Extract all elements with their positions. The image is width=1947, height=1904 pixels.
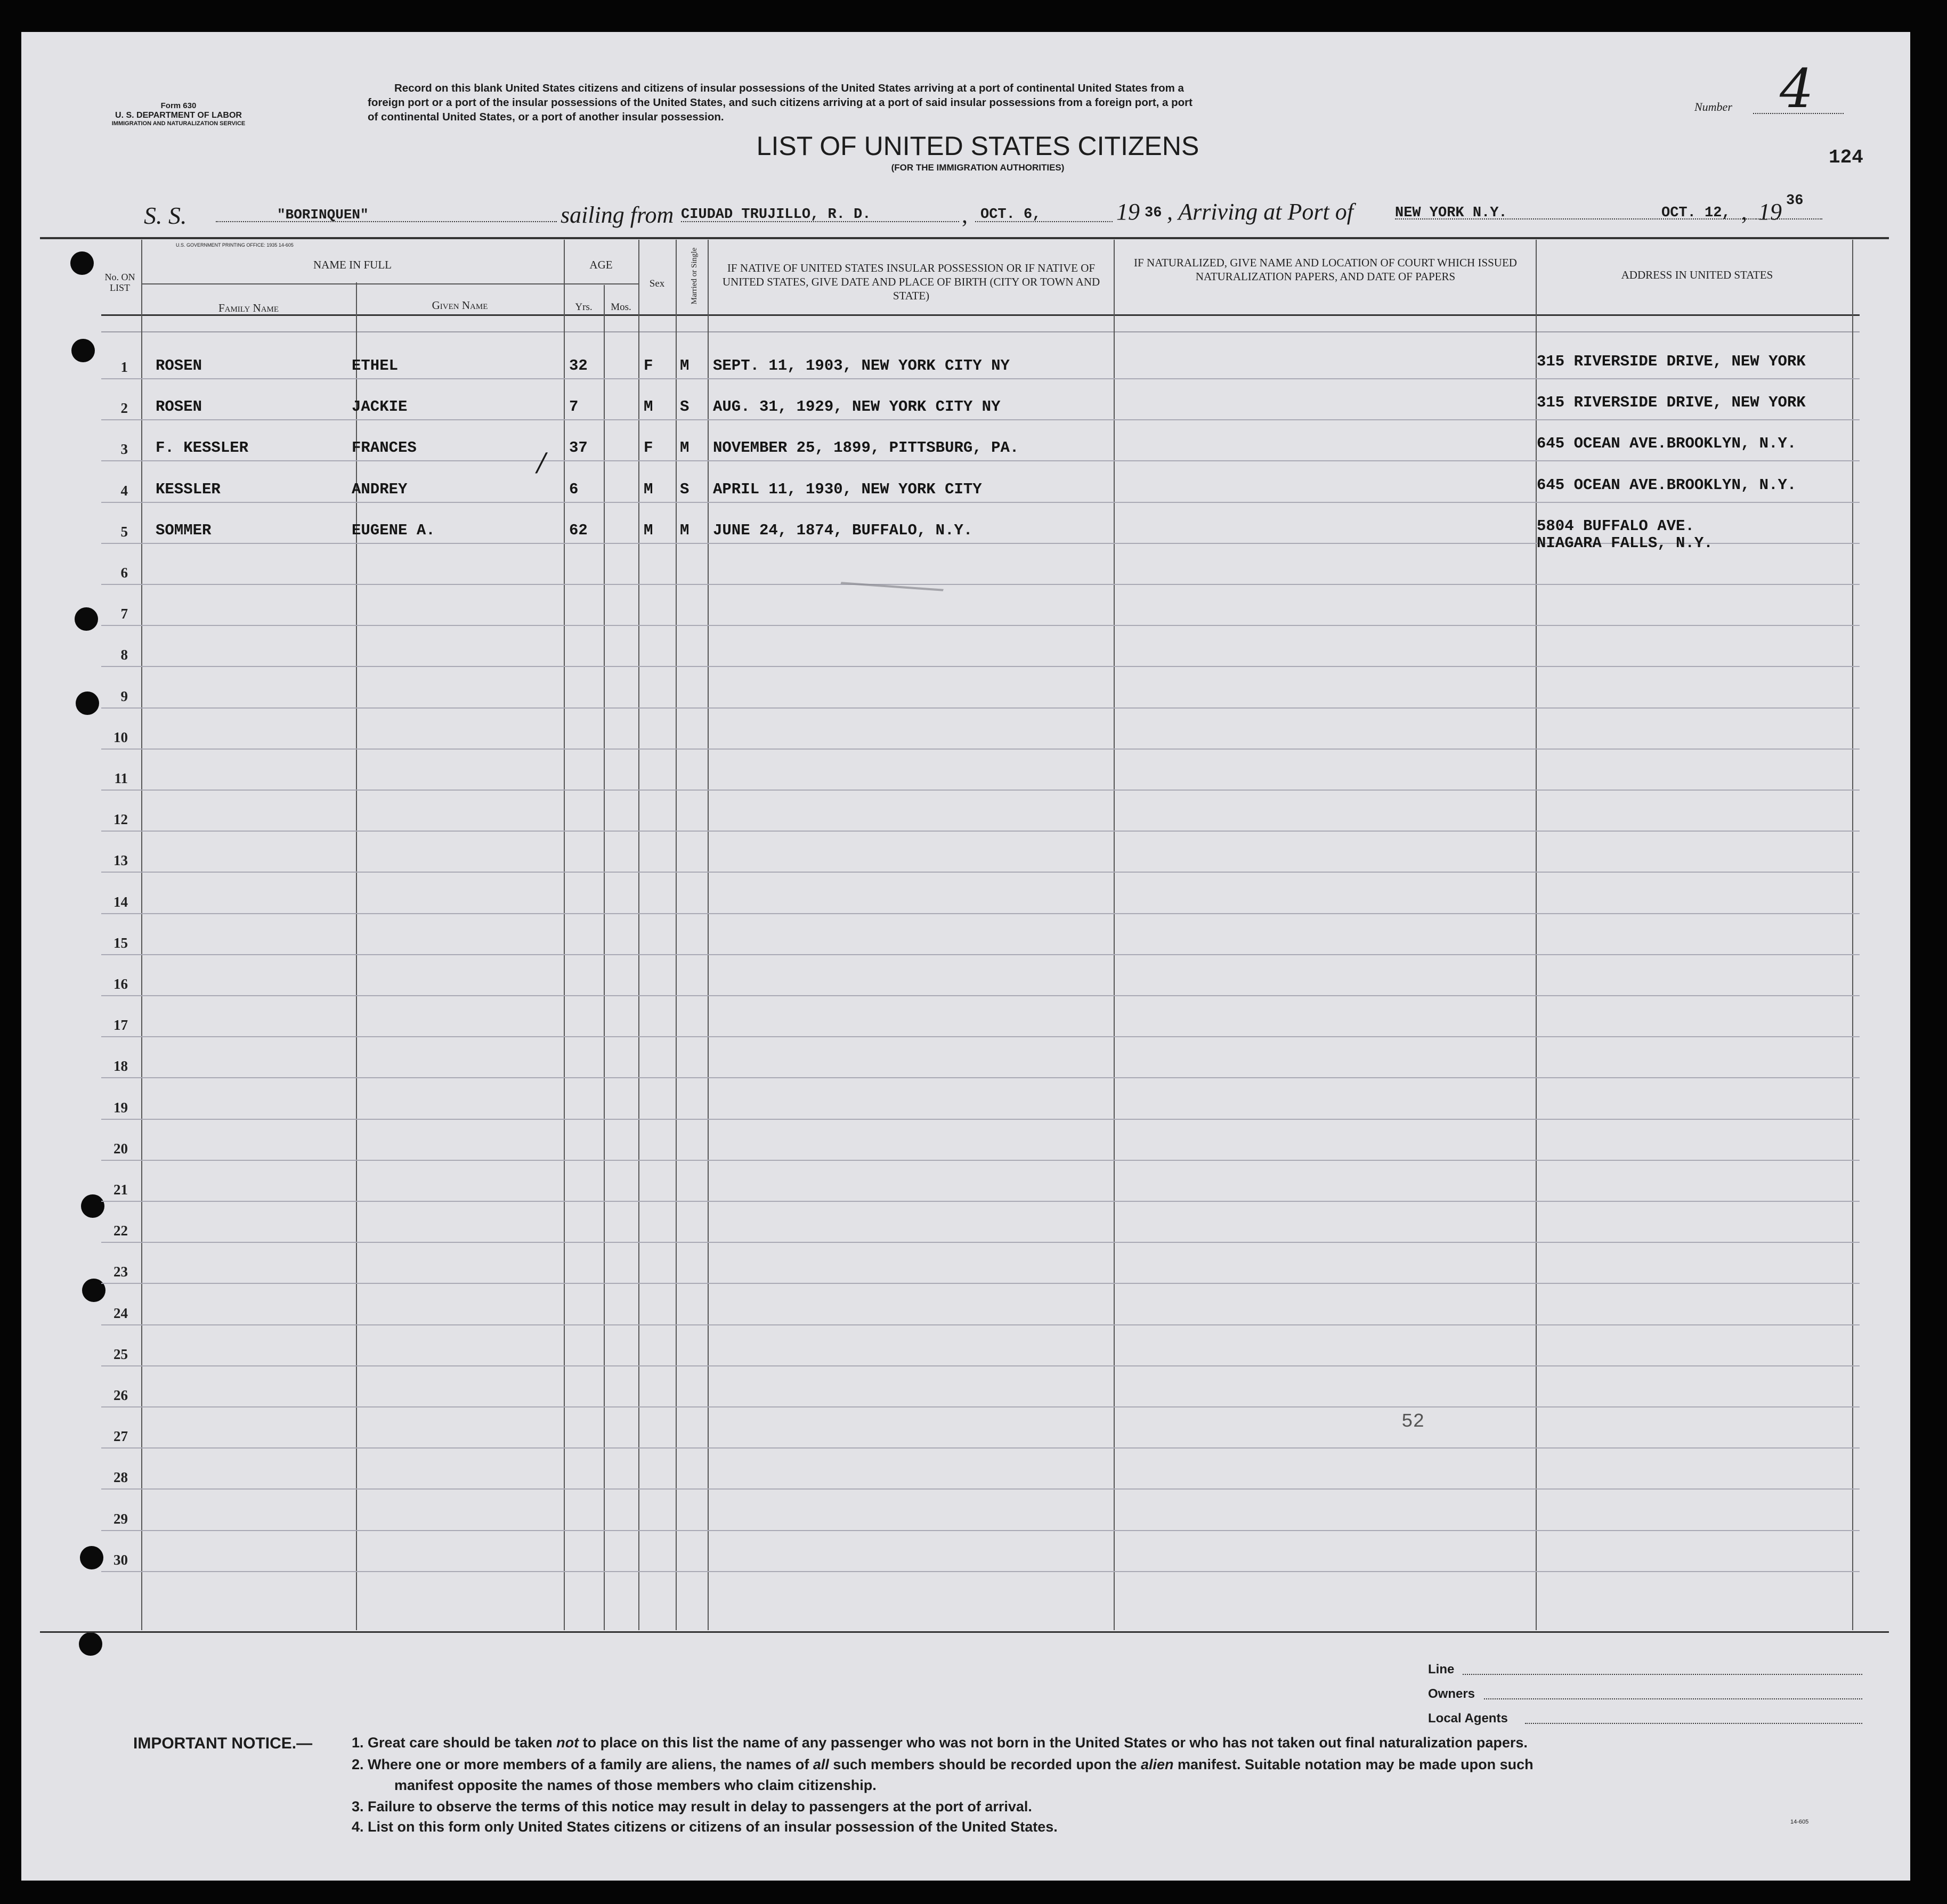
col-line — [564, 240, 565, 1630]
row-number: 9 — [120, 688, 128, 704]
given-name-cell: EUGENE A. — [352, 521, 435, 539]
row-rule — [101, 460, 1860, 461]
arriving-label: , Arriving at Port of — [1167, 199, 1353, 225]
row-rule — [101, 913, 1860, 914]
row-number: 27 — [113, 1428, 128, 1445]
row-number: 17 — [113, 1017, 128, 1034]
notice-num: 1. — [352, 1735, 364, 1751]
age-header-rule — [564, 283, 638, 284]
page-number: 124 — [1829, 147, 1863, 168]
row-number: 12 — [113, 811, 128, 828]
row-number: 19 — [113, 1099, 128, 1116]
header-bottom-border — [101, 314, 1860, 316]
col-line — [604, 285, 605, 1630]
number-value: 4 — [1780, 58, 1814, 120]
sailing-date-underline — [975, 221, 1113, 222]
notice-item-2 — [352, 1756, 1534, 1773]
birth-cell: JUNE 24, 1874, BUFFALO, N.Y. — [713, 521, 973, 539]
col-line — [676, 240, 677, 1630]
printing-line: U.S. GOVERNMENT PRINTING OFFICE: 1935 14-605 — [176, 242, 294, 248]
row-number: 30 — [113, 1551, 128, 1568]
notice-text: List on this form only United States citizens or citizens of an insular possession of the United States. — [368, 1819, 1058, 1835]
header-address: ADDRESS IN UNITED STATES — [1621, 268, 1773, 281]
notice-num: 4. — [352, 1819, 364, 1835]
header-name-in-full: NAME IN FULL — [313, 258, 392, 271]
signature-mark: ⸻ — [834, 555, 945, 612]
table-bottom-border — [40, 1631, 1889, 1633]
notice-text: such members should be recorded upon the — [829, 1756, 1141, 1772]
age-years-cell: 37 — [569, 439, 588, 457]
col-line — [1852, 240, 1853, 1630]
row-number: 1 — [120, 359, 128, 375]
header-family-name: Family Name — [218, 302, 279, 314]
footer-code: 14-605 — [1790, 1819, 1809, 1825]
agents-label: Local Agents — [1428, 1711, 1508, 1726]
notice-emphasis: not — [556, 1735, 579, 1751]
row-rule — [101, 1036, 1860, 1037]
row-rule — [101, 1283, 1860, 1284]
sailing-label: sailing from — [561, 202, 674, 228]
age-years-cell: 6 — [569, 480, 579, 498]
row-number: 22 — [113, 1223, 128, 1239]
row-rule — [101, 419, 1860, 420]
row-rule — [101, 790, 1860, 791]
row-rule — [101, 872, 1860, 873]
sailing-underline — [681, 221, 959, 222]
row-rule — [101, 995, 1860, 996]
row-rule — [101, 831, 1860, 832]
punch-hole — [82, 1279, 106, 1302]
marital-status-cell: M — [680, 439, 689, 457]
birth-cell: APRIL 11, 1930, NEW YORK CITY — [713, 480, 982, 498]
row-number: 11 — [114, 770, 128, 786]
row-rule — [101, 1077, 1860, 1078]
row-number: 7 — [120, 606, 128, 622]
marital-status-cell: M — [680, 357, 689, 375]
header-no: No. ON LIST — [104, 272, 135, 293]
col-line — [708, 240, 709, 1630]
row-number: 24 — [113, 1305, 128, 1321]
arrival-port: NEW YORK N.Y. — [1395, 205, 1507, 221]
sex-cell: F — [644, 439, 653, 457]
row-rule — [101, 1119, 1860, 1120]
row-rule — [101, 1447, 1860, 1449]
row-number: 8 — [120, 647, 128, 663]
sailing-year: 36 — [1145, 205, 1162, 221]
address-cell: 645 OCEAN AVE.BROOKLYN, N.Y. — [1537, 435, 1797, 453]
header-native: IF NATIVE OF UNITED STATES INSULAR POSSESSION OR IF NATIVE OF UNITED STATES, GIVE DATE AND PLACE OF BIRTH (CITY OR TOWN AND STATE) — [722, 262, 1100, 302]
row-number: 15 — [113, 934, 128, 951]
row-rule — [101, 1160, 1860, 1161]
notice-item-2-cont: manifest opposite the names of those members who claim citizenship. — [394, 1777, 877, 1793]
stamp-number: 52 — [1401, 1411, 1425, 1433]
notice-emphasis: alien — [1140, 1756, 1174, 1772]
arrival-date: OCT. 12, — [1661, 205, 1731, 221]
instruction-line: Record on this blank United States citizens and citizens of insular possessions of the United States arriving at a port of continental United States from a — [394, 82, 1184, 94]
header-mos: Mos. — [611, 302, 631, 313]
row-number: 29 — [113, 1510, 128, 1527]
row-rule — [101, 1571, 1860, 1572]
instructions — [368, 81, 1192, 124]
notice-item-4 — [352, 1819, 1058, 1835]
marital-status-cell: S — [680, 398, 689, 416]
row-number: 20 — [113, 1140, 128, 1157]
header-married: Married or Single — [690, 247, 699, 305]
notice-num: 2. — [352, 1756, 364, 1772]
birth-cell: SEPT. 11, 1903, NEW YORK CITY NY — [713, 357, 1010, 375]
row-rule — [101, 378, 1860, 379]
notice-num: 3. — [352, 1799, 364, 1815]
instruction-line: foreign port or a port of the insular possessions of the United States, and such citizens arriving at a port of said insular possessions from a foreign port, a port — [368, 96, 1192, 109]
address-cell-line2: NIAGARA FALLS, N.Y. — [1537, 534, 1713, 552]
notice-item-1 — [352, 1735, 1528, 1751]
notice-text: manifest. Suitable notation may be made upon such — [1173, 1756, 1534, 1772]
col-line — [1114, 240, 1115, 1630]
birth-cell: NOVEMBER 25, 1899, PITTSBURG, PA. — [713, 439, 1019, 457]
birth-cell: AUG. 31, 1929, NEW YORK CITY NY — [713, 398, 1001, 416]
owners-label: Owners — [1428, 1687, 1475, 1701]
address-cell: 315 RIVERSIDE DRIVE, NEW YORK — [1537, 394, 1806, 412]
col-line — [141, 240, 142, 1630]
row-number: 10 — [113, 729, 128, 745]
row-rule — [101, 584, 1860, 585]
agents-underline — [1525, 1723, 1862, 1724]
sex-cell: M — [644, 480, 653, 498]
row-rule — [101, 748, 1860, 750]
header-given-name: Given Name — [432, 299, 488, 312]
row-number: 6 — [120, 565, 128, 581]
form-number: Form 630 — [160, 101, 197, 110]
col-line — [638, 240, 639, 1630]
age-years-cell: 62 — [569, 521, 588, 539]
given-name-cell: ETHEL — [352, 357, 399, 375]
family-name-cell: F. KESSLER — [156, 439, 249, 457]
ss-label: S. S. — [144, 202, 187, 229]
row-rule — [101, 502, 1860, 503]
row-rule — [101, 1488, 1860, 1490]
family-name-cell: KESSLER — [156, 480, 221, 498]
row-number: 2 — [120, 400, 128, 417]
comma: , — [962, 202, 968, 228]
given-name-cell: FRANCES — [352, 439, 417, 457]
sailing-date: OCT. 6, — [980, 207, 1041, 223]
row-number: 28 — [113, 1469, 128, 1486]
row-number: 21 — [113, 1182, 128, 1198]
punch-hole — [70, 251, 94, 275]
notice-text: Great care should be taken — [368, 1735, 557, 1751]
notice-text: to place on this list the name of any passenger who was not born in the United States or who has not taken out final naturalization papers. — [579, 1735, 1528, 1751]
row-number: 18 — [113, 1058, 128, 1075]
sex-cell: M — [644, 398, 653, 416]
family-name-cell: ROSEN — [156, 398, 202, 416]
page-subtitle: (FOR THE IMMIGRATION AUTHORITIES) — [891, 162, 1065, 173]
address-cell: 645 OCEAN AVE.BROOKLYN, N.Y. — [1537, 476, 1797, 494]
notice-label: IMPORTANT NOTICE.— — [133, 1735, 313, 1752]
row-number: 13 — [113, 852, 128, 869]
given-name-cell: ANDREY — [352, 480, 408, 498]
notice-item-3 — [352, 1799, 1032, 1815]
service: IMMIGRATION AND NATURALIZATION SERVICE — [111, 120, 246, 127]
age-years-cell: 7 — [569, 398, 579, 416]
row-number: 4 — [120, 482, 128, 499]
row-rule — [101, 1242, 1860, 1243]
owners-underline — [1484, 1698, 1862, 1699]
row-number: 23 — [113, 1264, 128, 1280]
arrival-year: 36 — [1786, 193, 1804, 209]
notice-text: Where one or more members of a family are aliens, the names of — [368, 1756, 813, 1772]
ship-underline — [216, 221, 557, 222]
arrival-year-prefix: 19 — [1758, 199, 1782, 225]
sex-cell: F — [644, 357, 653, 375]
row-rule — [101, 1324, 1860, 1325]
sailing-from: CIUDAD TRUJILLO, R. D. — [681, 207, 871, 223]
marital-status-cell: M — [680, 521, 689, 539]
age-years-cell: 32 — [569, 357, 588, 375]
address-cell: 5804 BUFFALO AVE. — [1537, 517, 1694, 535]
family-name-cell: ROSEN — [156, 357, 202, 375]
row-rule — [101, 666, 1860, 667]
header-sex: Sex — [649, 278, 665, 289]
instruction-line: of continental United States, or a port of another insular possession. — [368, 111, 724, 123]
row-rule — [101, 1365, 1860, 1366]
family-name-cell: SOMMER — [156, 521, 212, 539]
handwritten-tick: / — [537, 447, 546, 477]
punch-hole — [79, 1632, 102, 1656]
header-yrs: Yrs. — [575, 302, 593, 313]
header-age: AGE — [589, 258, 613, 271]
name-header-rule — [141, 283, 564, 284]
number-label: Number — [1694, 100, 1732, 113]
address-cell: 315 RIVERSIDE DRIVE, NEW YORK — [1537, 353, 1806, 370]
row-rule — [101, 954, 1860, 955]
row-rule — [101, 1406, 1860, 1407]
row-rule — [101, 625, 1860, 626]
sex-cell: M — [644, 521, 653, 539]
department: U. S. DEPARTMENT OF LABOR — [115, 111, 242, 120]
notice-emphasis: all — [813, 1756, 829, 1772]
row-number: 14 — [113, 893, 128, 910]
marital-status-cell: S — [680, 480, 689, 498]
header-rule — [101, 331, 1860, 332]
sailing-year-prefix: 19 — [1116, 199, 1140, 225]
ship-name: "BORINQUEN" — [277, 207, 369, 223]
row-number: 25 — [113, 1346, 128, 1362]
line-underline — [1463, 1674, 1862, 1675]
row-number: 3 — [120, 441, 128, 458]
row-rule — [101, 707, 1860, 709]
row-rule — [101, 1530, 1860, 1531]
header-naturalized: IF NATURALIZED, GIVE NAME AND LOCATION OF COURT WHICH ISSUED NATURALIZATION PAPERS, AND DATE OF PAPERS — [1134, 256, 1517, 283]
page-title: LIST OF UNITED STATES CITIZENS — [756, 131, 1199, 161]
comma: , — [1741, 199, 1747, 225]
row-number: 26 — [113, 1387, 128, 1403]
table-top-border — [40, 237, 1889, 239]
arrival-year-underline — [1758, 218, 1822, 219]
row-number: 5 — [120, 523, 128, 540]
row-number: 16 — [113, 976, 128, 992]
row-rule — [101, 1201, 1860, 1202]
line-label: Line — [1428, 1662, 1455, 1677]
given-name-cell: JACKIE — [352, 398, 408, 416]
notice-text: Failure to observe the terms of this notice may result in delay to passengers at the port of arrival. — [368, 1799, 1032, 1815]
